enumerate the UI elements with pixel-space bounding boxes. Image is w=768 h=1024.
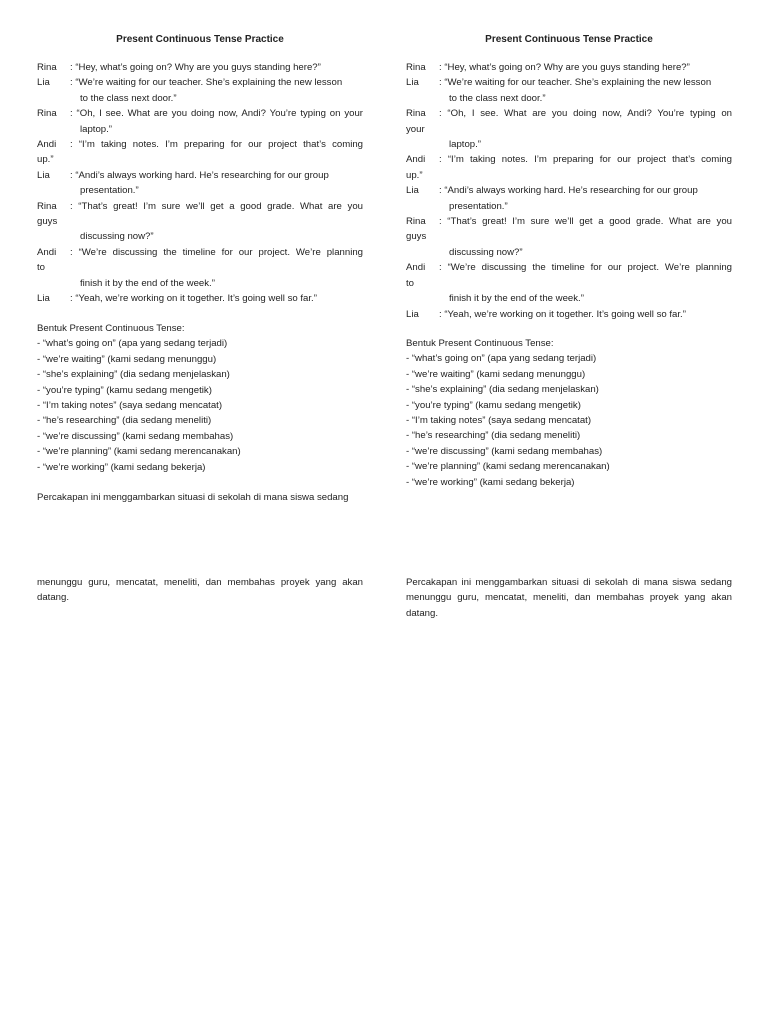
dialog-line: [406, 91, 732, 106]
speaker-name: Rina: [37, 200, 57, 212]
speaker-name: guys: [406, 231, 427, 243]
dialog-line: [406, 60, 732, 75]
speaker-name: to: [37, 262, 46, 274]
dialog-text: : “Oh, I see. What are you doing now, Andi? You’re typing on your: [70, 108, 363, 120]
speaker-name: Lia: [37, 169, 50, 181]
form-item: - “what’s going on” (apa yang sedang terjadi): [406, 353, 597, 365]
dialog-block: [37, 60, 363, 307]
form-item: - “we’re discussing” (kami sedang membahas): [37, 430, 234, 442]
dialog-text: : “Hey, what’s going on? Why are you guys standing here?”: [439, 62, 690, 73]
dialog-line: [406, 291, 732, 306]
dialog-text: : “We’re waiting for our teacher. She’s explaining the new lesson: [439, 77, 712, 89]
form-item: - “he’s researching” (dia sedang meneliti): [37, 415, 212, 427]
speaker-name: Andi: [406, 154, 426, 166]
dialog-line: [37, 75, 363, 90]
speaker-name: up.”: [37, 154, 54, 166]
dialog-line: [406, 214, 732, 229]
dialog-line: [37, 168, 363, 183]
speaker-name: Lia: [37, 293, 50, 305]
dialog-line: [406, 307, 732, 322]
paragraph-line-1: Percakapan ini menggambarkan situasi di sekolah di mana siswa sedang: [37, 492, 349, 503]
dialog-text: : “We’re discussing the timeline for our project. We’re planning: [70, 246, 363, 258]
dialog-line: [37, 245, 363, 260]
dialog-line: [406, 245, 732, 260]
dialog-text: to the class next door.”: [449, 92, 546, 104]
dialog-line: [37, 229, 363, 244]
speaker-name: Lia: [37, 77, 50, 89]
speaker-name: up.”: [406, 169, 423, 181]
dialog-line: [37, 122, 363, 137]
form-item: - “you’re typing” (kamu sedang mengetik): [406, 399, 581, 411]
dialog-line: [37, 214, 363, 229]
dialog-line: [406, 260, 732, 275]
speaker-name: your: [406, 123, 425, 135]
dialog-text: : “We’re waiting for our teacher. She’s explaining the new lesson: [70, 77, 343, 89]
forms-title: Bentuk Present Continuous Tense:: [406, 338, 554, 349]
dialog-line: [406, 106, 732, 121]
dialog-line: [406, 276, 732, 291]
dialog-text: : “Hey, what’s going on? Why are you guys standing here?”: [70, 62, 321, 73]
dialog-line: [406, 152, 732, 167]
dialog-line: [37, 91, 363, 106]
dialog-text: laptop.”: [80, 123, 112, 135]
dialog-text: finish it by the end of the week.”: [80, 277, 215, 289]
form-item: - “we’re planning” (kami sedang merencanakan): [37, 446, 241, 458]
speaker-name: Rina: [406, 108, 426, 120]
form-item: - “she’s explaining” (dia sedang menjelaskan): [37, 369, 230, 381]
dialog-line: [37, 60, 363, 75]
dialog-text: discussing now?”: [80, 231, 154, 243]
dialog-text: : “We’re discussing the timeline for our project. We’re planning: [439, 262, 732, 274]
speaker-name: Andi: [37, 139, 57, 151]
speaker-name: Lia: [406, 77, 419, 89]
form-item: - “we’re planning” (kami sedang merencanakan): [406, 461, 610, 473]
speaker-name: guys: [37, 216, 58, 228]
form-item: - “you’re typing” (kamu sedang mengetik): [37, 384, 212, 396]
dialog-text: : “That’s great! I’m sure we’ll get a good grade. What are you: [70, 200, 363, 212]
form-item: - “he’s researching” (dia sedang meneliti): [406, 430, 581, 442]
dialog-text: presentation.”: [80, 185, 139, 197]
forms-block: [37, 321, 363, 475]
paragraph-continued: menunggu guru, mencatat, meneliti, dan membahas proyek yang akan datang.: [37, 577, 363, 604]
dialog-text: discussing now?”: [449, 246, 523, 258]
dialog-line: [37, 106, 363, 121]
dialog-text: : “Andi’s always working hard. He’s researching for our group: [439, 185, 698, 197]
speaker-name: Andi: [406, 262, 426, 274]
dialog-line: [37, 291, 363, 306]
page-title: Present Continuous Tense Practice: [485, 34, 653, 45]
form-item: - “she’s explaining” (dia sedang menjelaskan): [406, 384, 599, 396]
dialog-text: : “Yeah, we’re working on it together. It’s going well so far.”: [439, 308, 686, 320]
speaker-name: Lia: [406, 185, 419, 197]
form-item: - “I’m taking notes” (saya sedang mencatat): [406, 415, 592, 427]
dialog-line: [406, 122, 732, 137]
form-item: - “we’re working” (kami sedang bekerja): [406, 476, 575, 488]
dialog-block: [406, 60, 732, 322]
dialog-line: [37, 199, 363, 214]
dialog-text: : “Andi’s always working hard. He’s researching for our group: [70, 169, 329, 181]
form-item: - “what’s going on” (apa yang sedang terjadi): [37, 338, 228, 350]
dialog-text: : “I’m taking notes. I’m preparing for our project that’s coming: [439, 154, 732, 166]
form-item: - “I’m taking notes” (saya sedang mencatat): [37, 400, 223, 412]
form-item: - “we’re working” (kami sedang bekerja): [37, 461, 206, 473]
dialog-line: [37, 260, 363, 275]
speaker-name: Rina: [37, 108, 57, 120]
form-item: - “we’re waiting” (kami sedang menunggu): [37, 353, 217, 365]
dialog-text: to the class next door.”: [80, 92, 177, 104]
speaker-name: Rina: [406, 62, 426, 73]
dialog-line: [37, 152, 363, 167]
dialog-text: presentation.”: [449, 200, 508, 212]
dialog-line: [406, 168, 732, 183]
dialog-line: [37, 137, 363, 152]
dialog-line: [406, 183, 732, 198]
speaker-name: Andi: [37, 246, 57, 258]
forms-title: Bentuk Present Continuous Tense:: [37, 323, 185, 334]
dialog-line: [37, 276, 363, 291]
dialog-line: [406, 75, 732, 90]
paragraph: Percakapan ini menggambarkan situasi di sekolah di mana siswa sedang menunggu guru, mencatat, meneliti, dan membahas proyek yang akan datang.: [406, 577, 732, 619]
dialog-text: : “That’s great! I’m sure we’ll get a good grade. What are you: [439, 216, 732, 228]
forms-block: [406, 336, 732, 490]
dialog-text: : “Yeah, we’re working on it together. It’s going well so far.”: [70, 293, 317, 305]
page-title: Present Continuous Tense Practice: [116, 34, 284, 45]
dialog-text: : “I’m taking notes. I’m preparing for our project that’s coming: [70, 139, 363, 151]
speaker-name: Lia: [406, 308, 419, 320]
dialog-line: [37, 183, 363, 198]
speaker-name: Rina: [37, 62, 57, 73]
dialog-line: [406, 137, 732, 152]
dialog-text: finish it by the end of the week.”: [449, 293, 584, 305]
form-item: - “we’re discussing” (kami sedang membahas): [406, 445, 603, 457]
dialog-line: [406, 199, 732, 214]
speaker-name: Rina: [406, 216, 426, 228]
dialog-text: laptop.”: [449, 139, 481, 151]
dialog-line: [406, 229, 732, 244]
form-item: - “we’re waiting” (kami sedang menunggu): [406, 368, 586, 380]
dialog-text: : “Oh, I see. What are you doing now, Andi? You’re typing on: [439, 108, 732, 120]
speaker-name: to: [406, 277, 415, 289]
